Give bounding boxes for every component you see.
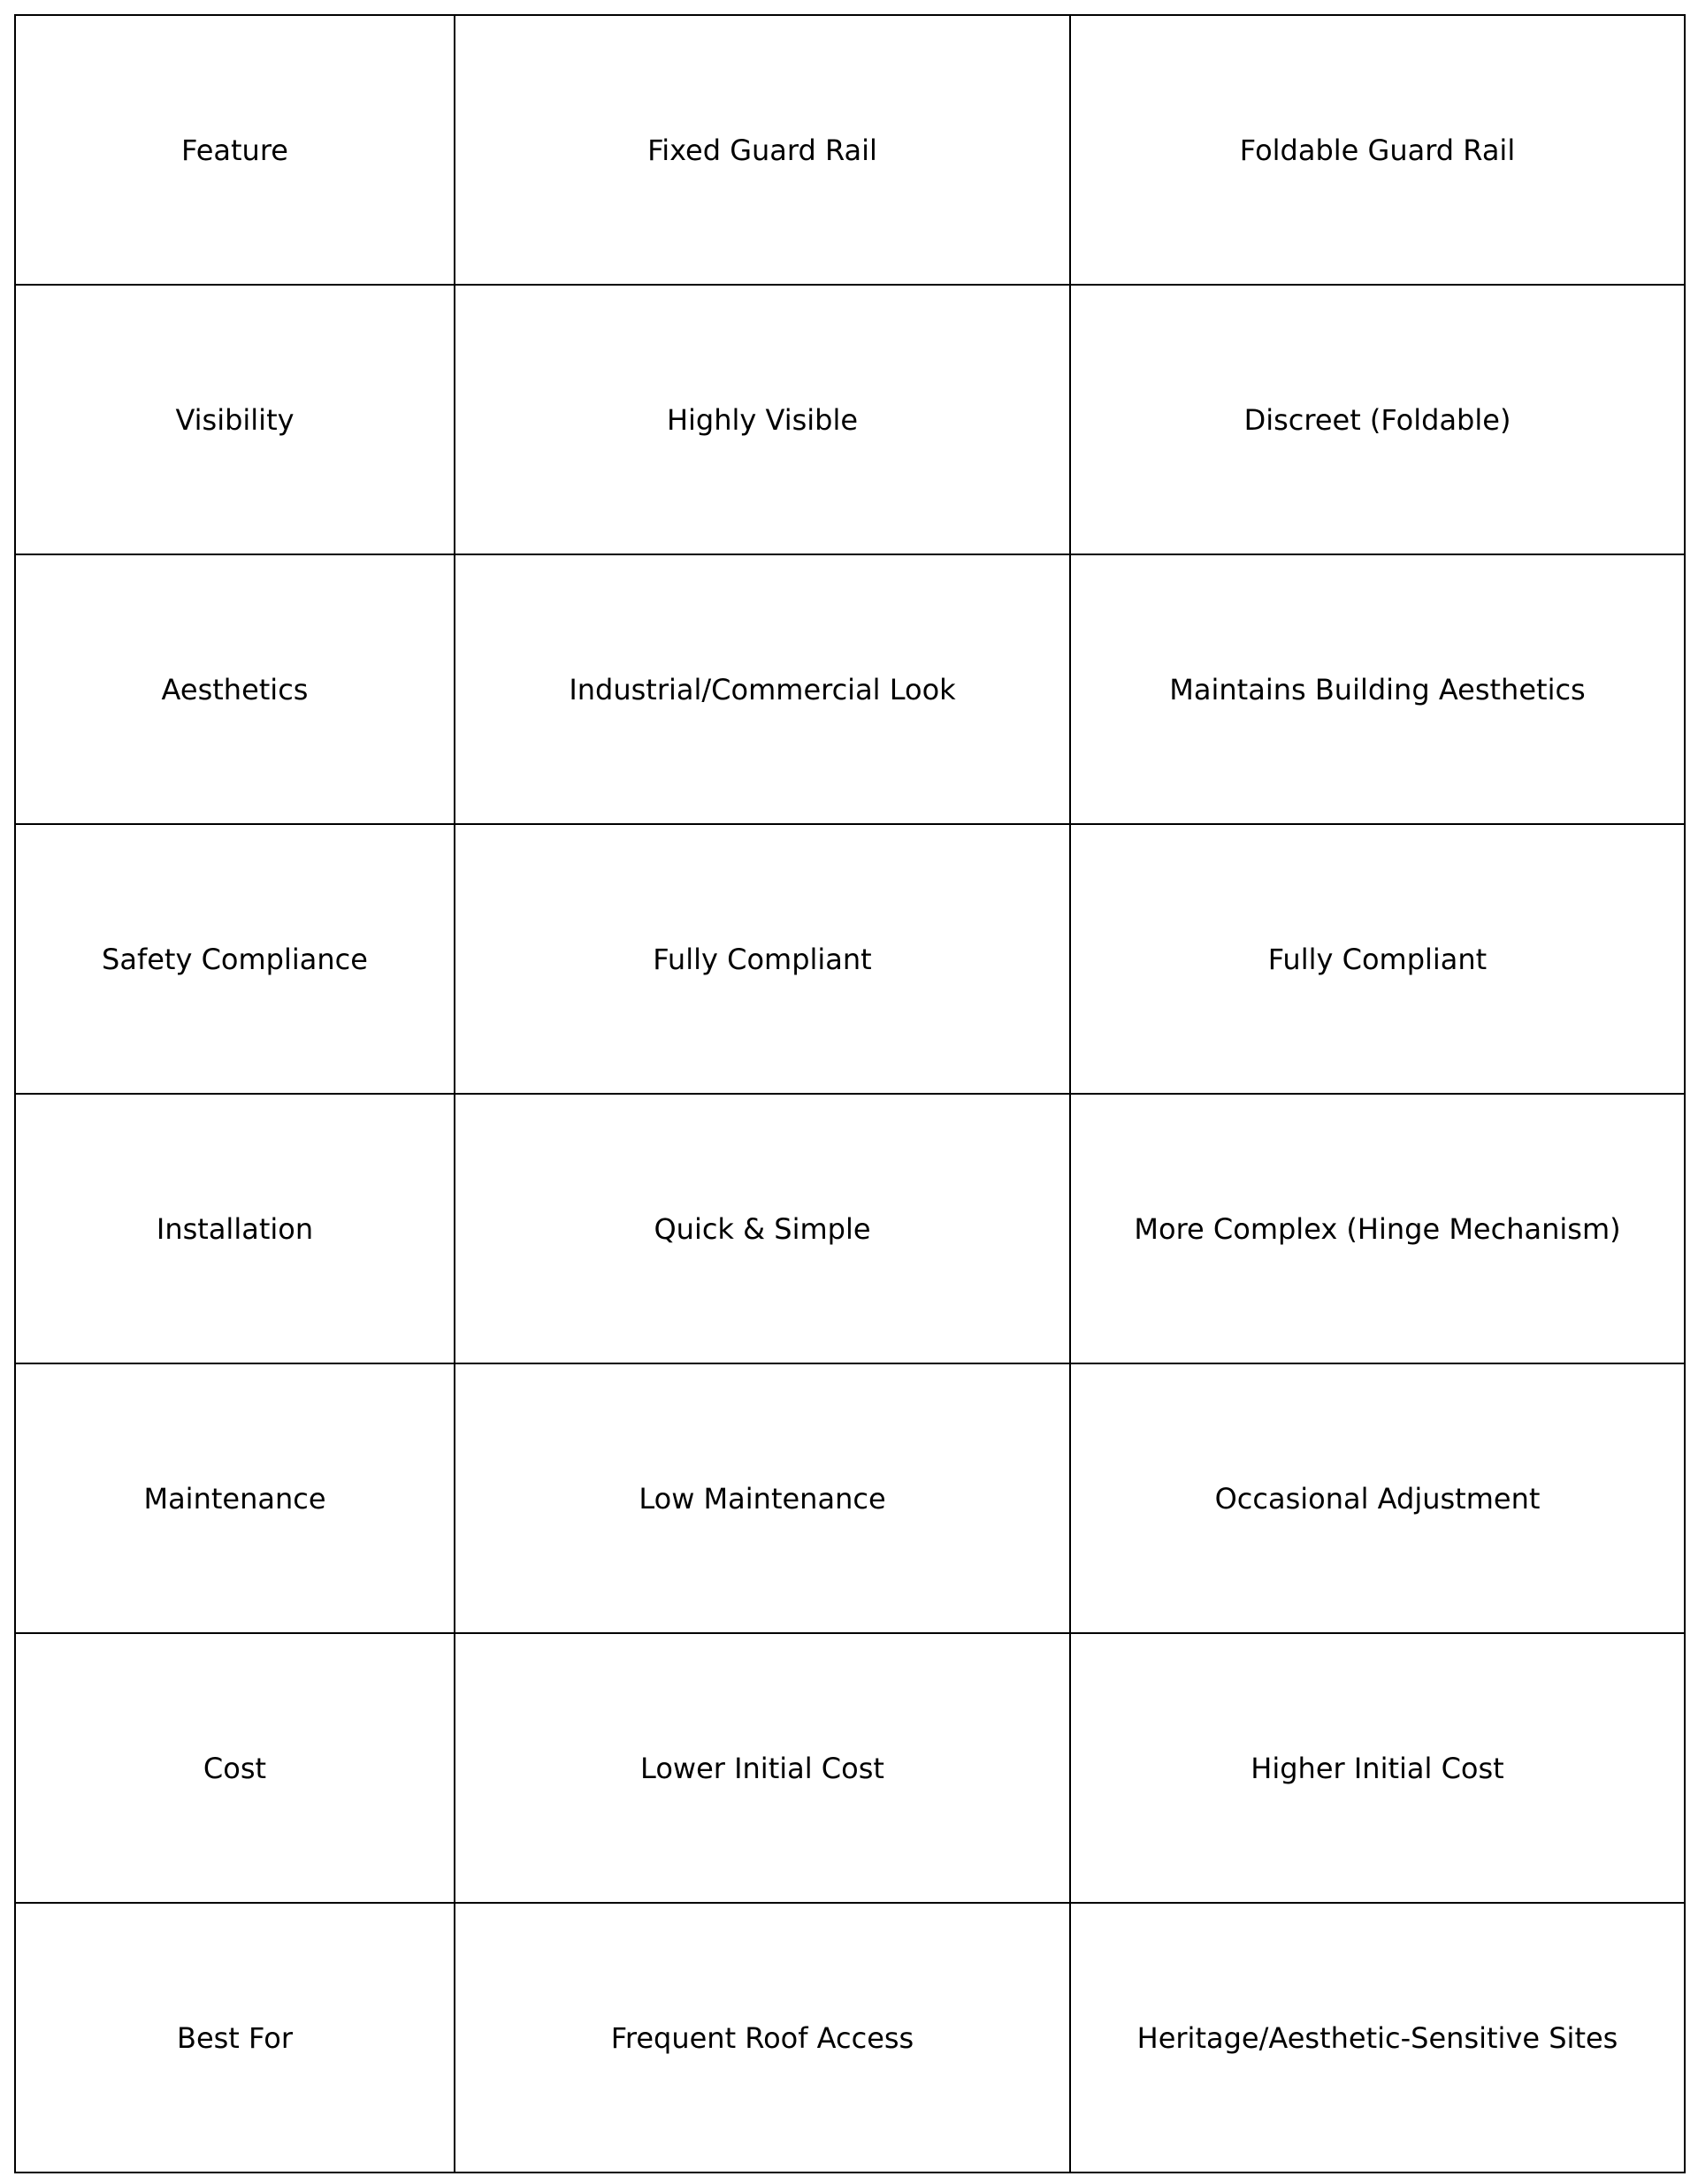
table-row xyxy=(15,285,1685,554)
table-row xyxy=(15,1363,1685,1633)
feature-cell: Safety Compliance xyxy=(15,824,455,1094)
foldable-value-cell: Fully Compliant xyxy=(1070,824,1685,1094)
feature-cell: Best For xyxy=(15,1903,455,2173)
feature-cell: Cost xyxy=(15,1633,455,1903)
table-row xyxy=(15,1094,1685,1363)
fixed-value-cell: Lower Initial Cost xyxy=(455,1633,1070,1903)
foldable-value-cell: More Complex (Hinge Mechanism) xyxy=(1070,1094,1685,1363)
fixed-value-cell: Quick & Simple xyxy=(455,1094,1070,1363)
fixed-value-cell: Low Maintenance xyxy=(455,1363,1070,1633)
foldable-value-cell: Discreet (Foldable) xyxy=(1070,285,1685,554)
foldable-value-cell: Heritage/Aesthetic-Sensitive Sites xyxy=(1070,1903,1685,2173)
header-cell-foldable-guard-rail: Foldable Guard Rail xyxy=(1070,15,1685,285)
fixed-value-cell: Industrial/Commercial Look xyxy=(455,554,1070,824)
foldable-value-cell: Higher Initial Cost xyxy=(1070,1633,1685,1903)
foldable-value-cell: Maintains Building Aesthetics xyxy=(1070,554,1685,824)
fixed-value-cell: Fully Compliant xyxy=(455,824,1070,1094)
table-row xyxy=(15,554,1685,824)
feature-cell: Installation xyxy=(15,1094,455,1363)
fixed-value-cell: Frequent Roof Access xyxy=(455,1903,1070,2173)
header-cell-feature: Feature xyxy=(15,15,455,285)
fixed-value-cell: Highly Visible xyxy=(455,285,1070,554)
comparison-table xyxy=(14,14,1686,2173)
header-cell-fixed-guard-rail: Fixed Guard Rail xyxy=(455,15,1070,285)
foldable-value-cell: Occasional Adjustment xyxy=(1070,1363,1685,1633)
feature-cell: Maintenance xyxy=(15,1363,455,1633)
feature-cell: Aesthetics xyxy=(15,554,455,824)
table-header-row xyxy=(15,15,1685,285)
table-row xyxy=(15,824,1685,1094)
feature-cell: Visibility xyxy=(15,285,455,554)
table-row xyxy=(15,1903,1685,2173)
table-row xyxy=(15,1633,1685,1903)
